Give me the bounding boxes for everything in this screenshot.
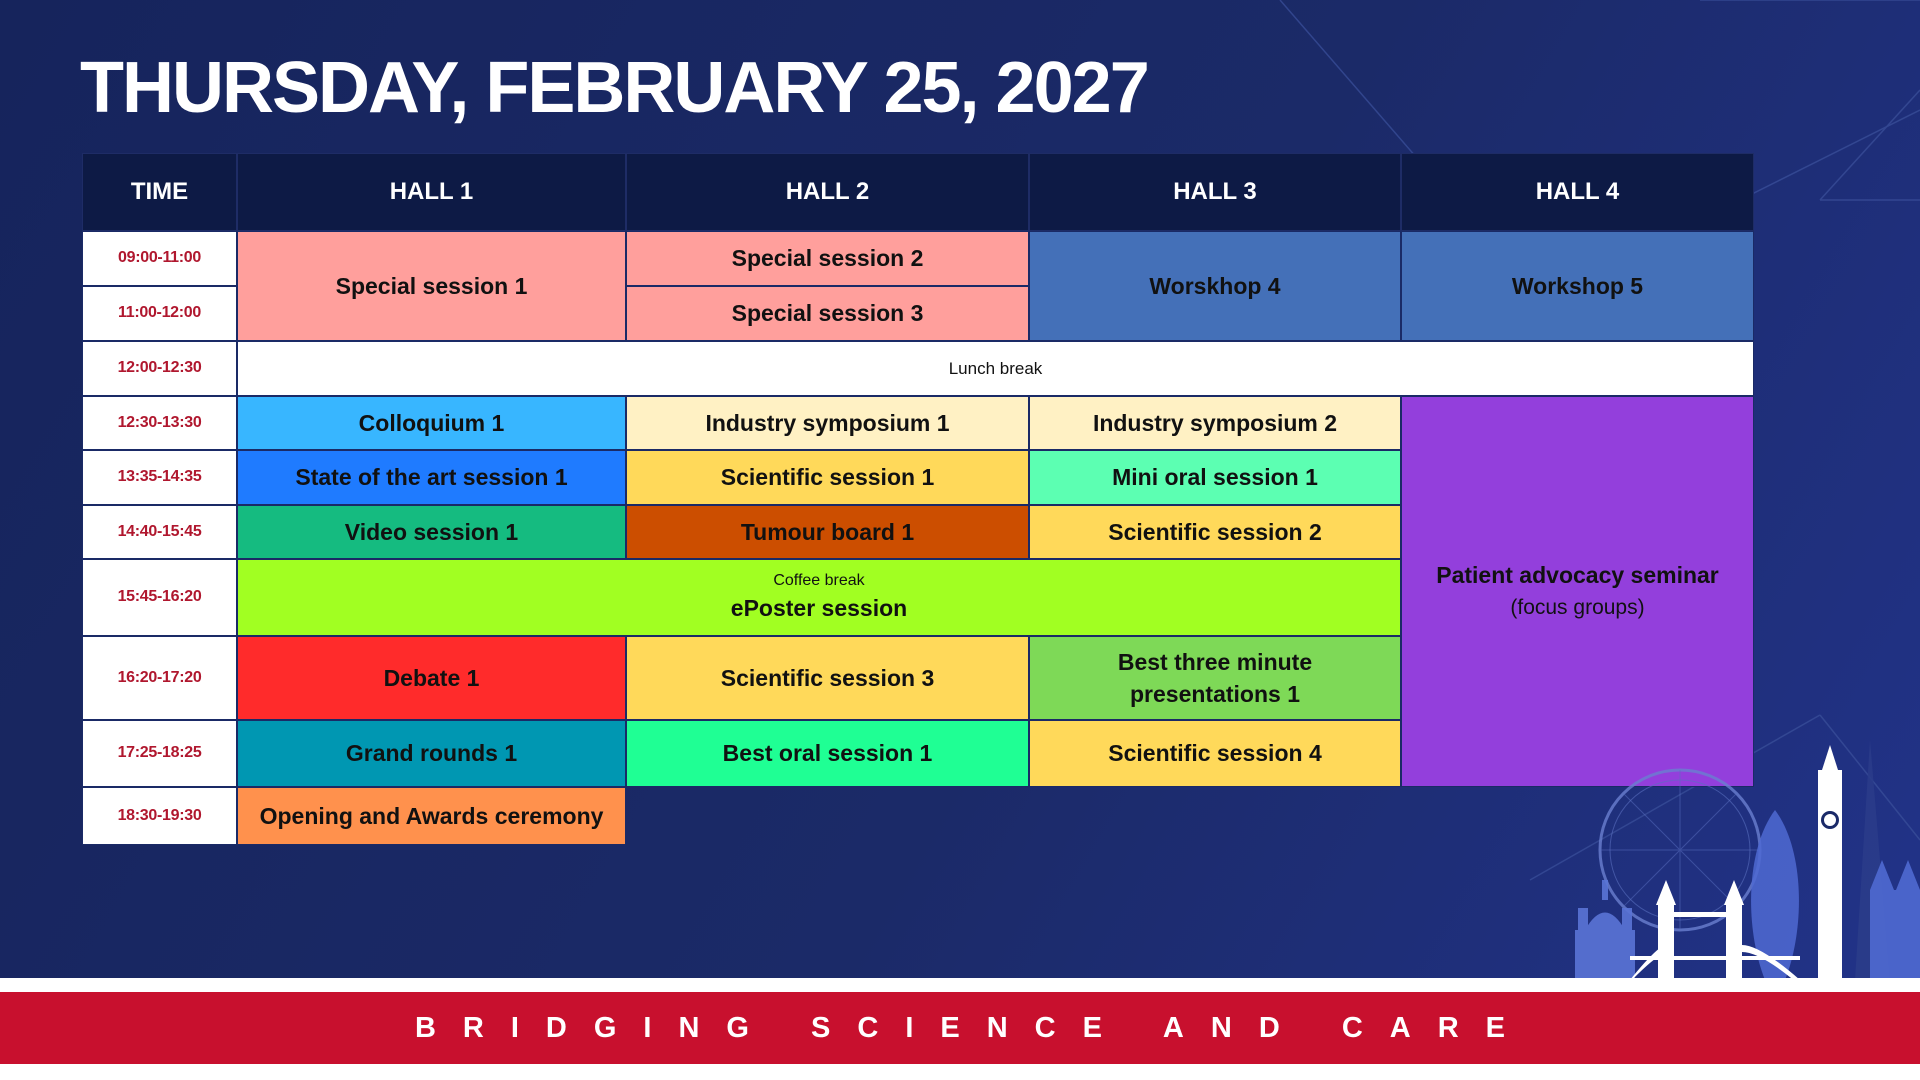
- session-colloquium-1: Colloquium 1: [237, 396, 626, 450]
- session-best-oral-1: Best oral session 1: [626, 720, 1029, 787]
- header-hall-3: HALL 3: [1029, 153, 1401, 231]
- time-slot: 12:30-13:30: [82, 396, 237, 450]
- time-slot: 14:40-15:45: [82, 505, 237, 559]
- session-tumour-board-1: Tumour board 1: [626, 505, 1029, 559]
- header-hall-4: HALL 4: [1401, 153, 1754, 231]
- best-three-minute-line-1: Best three minute: [1117, 648, 1313, 675]
- session-mini-oral-1: Mini oral session 1: [1029, 450, 1401, 505]
- session-scientific-session-4: Scientific session 4: [1029, 720, 1401, 787]
- session-best-three-minute: [1029, 636, 1401, 720]
- time-slot: 18:30-19:30: [82, 787, 237, 845]
- london-skyline-icon: [1570, 730, 1920, 980]
- session-coffee-break-eposter: [237, 559, 1401, 636]
- lunch-break: Lunch break: [237, 341, 1754, 396]
- time-slot: 11:00-12:00: [82, 286, 237, 341]
- time-slot: 17:25-18:25: [82, 720, 237, 787]
- session-special-session-3: Special session 3: [626, 286, 1029, 341]
- header-time: TIME: [82, 153, 237, 231]
- page-title: THURSDAY, FEBRUARY 25, 2027: [80, 48, 1148, 128]
- header-hall-1: HALL 1: [237, 153, 626, 231]
- session-industry-symposium-1: Industry symposium 1: [626, 396, 1029, 450]
- time-slot: 13:35-14:35: [82, 450, 237, 505]
- patient-advocacy-subtitle: (focus groups): [1510, 595, 1645, 619]
- time-slot: 16:20-17:20: [82, 636, 237, 720]
- eposter-session-label: ePoster session: [730, 594, 908, 621]
- banner-top-stripe: [0, 978, 1920, 992]
- banner-bottom-stripe: [0, 1064, 1920, 1080]
- session-state-of-the-art-1: State of the art session 1: [237, 450, 626, 505]
- session-industry-symposium-2: Industry symposium 2: [1029, 396, 1401, 450]
- time-slot: 15:45-16:20: [82, 559, 237, 636]
- session-video-session-1: Video session 1: [237, 505, 626, 559]
- session-scientific-session-3: Scientific session 3: [626, 636, 1029, 720]
- session-workshop-4: Worskhop 4: [1029, 231, 1401, 341]
- session-workshop-5: Workshop 5: [1401, 231, 1754, 341]
- coffee-break-label: Coffee break: [773, 572, 865, 589]
- time-slot: 09:00-11:00: [82, 231, 237, 286]
- time-slot: 12:00-12:30: [82, 341, 237, 396]
- session-patient-advocacy-seminar: [1401, 396, 1754, 787]
- tagline-text: BRIDGING SCIENCE AND CARE: [414, 1011, 1532, 1044]
- session-grand-rounds-1: Grand rounds 1: [237, 720, 626, 787]
- session-scientific-session-2: Scientific session 2: [1029, 505, 1401, 559]
- best-three-minute-line-2: presentations 1: [1130, 681, 1300, 707]
- patient-advocacy-title: Patient advocacy seminar: [1436, 561, 1719, 588]
- session-opening-awards-ceremony: Opening and Awards ceremony: [237, 787, 626, 845]
- header-hall-2: HALL 2: [626, 153, 1029, 231]
- session-scientific-session-1: Scientific session 1: [626, 450, 1029, 505]
- session-debate-1: Debate 1: [237, 636, 626, 720]
- tagline-banner: [0, 992, 1920, 1064]
- session-special-session-2: Special session 2: [626, 231, 1029, 286]
- session-special-session-1: Special session 1: [237, 231, 626, 341]
- schedule-table: [82, 153, 1754, 845]
